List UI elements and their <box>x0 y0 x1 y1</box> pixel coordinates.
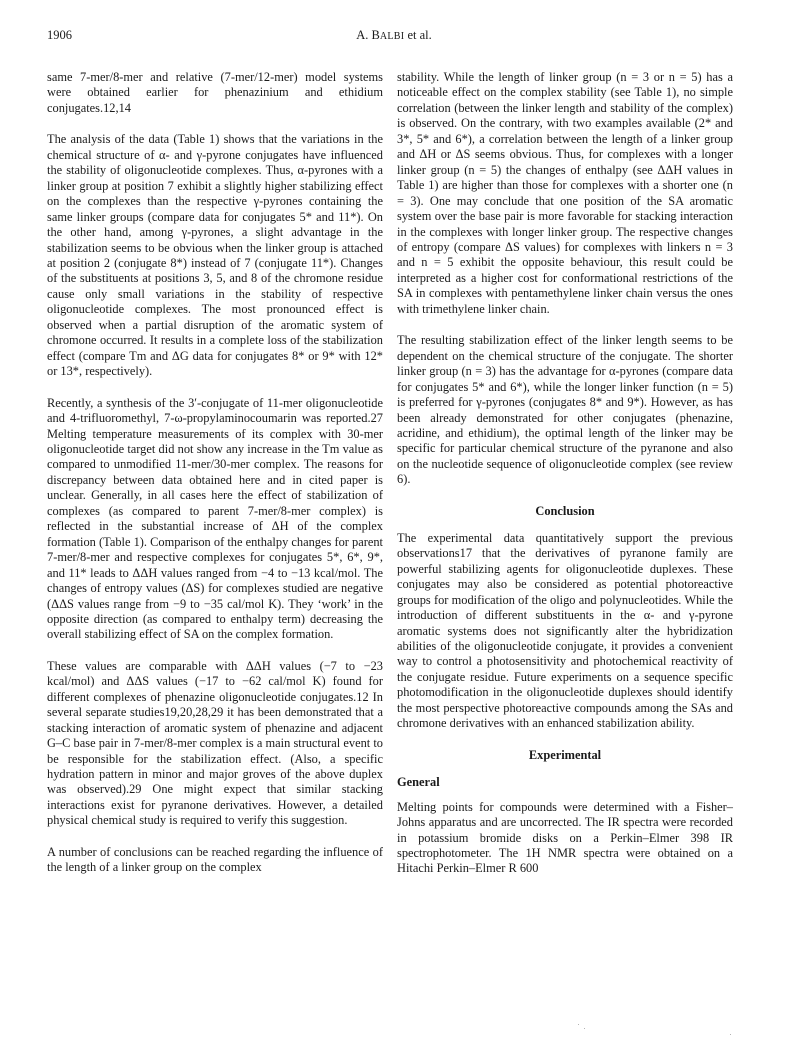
left-paragraph-4: These values are comparable with ΔΔH values (−7 to −23 kcal/mol) and ΔΔS values (−17 to −62 cal/mol K) found for different complexes of phenazine oligonucleotide conjugates.12 In several separate studies19,20,28,29 it has been demonstrated that a stacking interaction of aromatic system of phenazine and adjacent G–C base pair in 7-mer/8-mer complex is a main structural event to be responsible for the stabilization effect. (Also, a specific hydration pattern in minor and major groves of the above duplex was observed).29 One might expect that similar stacking interactions exist for pyranone derivatives. However, a detailed physical chemical study is required to verify this suggestion. <box>47 658 383 828</box>
page-number: 1906 <box>47 28 72 42</box>
general-paragraph: Melting points for compounds were determined with a Fisher–Johns apparatus and are uncorrected. The IR spectra were recorded in potassium bromide disks on a Perkin–Elmer 398 IR spectrophotometer. The 1H NMR spectra were obtained on a Hitachi Perkin–Elmer R 600 <box>397 799 733 876</box>
conclusion-paragraph: The experimental data quantitatively support the previous observations17 that the derivatives of pyranone family are powerful stabilizing agents for oligonucleotide duplexes. These conjugates may also be considered as potential photoreactive groups for modification of the oligo and polynucleotides. While the introduction of different substituents in the α- and γ-pyrone aromatic systems does not significantly alter the hybridization abilities of the oligonucleotide conjugate, it provides a convenient way to control a photosensitivity and photochemical reactivity of the conjugate residue. Future experiments on a sequence specific photomodification in the oligonucleotide duplexes should identify the most perspective photoreactive compounds among the SAs and chromone derivatives with an enhanced stabilization ability. <box>397 530 733 731</box>
general-subheading: General <box>397 774 440 789</box>
running-head-author-initial: A. B <box>356 28 380 42</box>
left-column <box>47 70 383 876</box>
left-paragraph-3: Recently, a synthesis of the 3′-conjugate of 11-mer oligonucleotide and 4-trifluoromethyl, 7-ω-propylaminocoumarin was reported.27 Melting temperature measurements of its complex with 30-mer oligonucleotide target did not show any increase in the Tm value as compared to unmodified 11-mer/30-mer complex. The reasons for discrepancy between data obtained here and in cited paper is unclear. Generally, in all cases here the effect of stabilization of complexes (as compared to parent 7-mer/8-mer complex) is reflected in the substantial increase of ΔH of the complex formation (Table 1). Comparison of the enthalpy changes for parent 7-mer/8-mer and respective complexes for conjugates 5*, 6*, 9*, and 11* leads to ΔΔH values ranged from −4 to −13 kcal/mol. The changes of entropy values (ΔS) for complexes studied are negative (ΔΔS values range from −9 to −35 cal/mol K). They ‘work’ in the opposite direction (as compared to enthalpy term) decreasing the overall stabilizing effect of SA on the complex formation. <box>47 395 383 642</box>
running-head-author-name: ALBI <box>379 31 405 42</box>
running-head-et-al: et al. <box>404 28 432 42</box>
experimental-heading: Experimental <box>528 747 602 762</box>
conclusion-heading: Conclusion <box>535 503 595 518</box>
page-header <box>47 27 741 43</box>
left-paragraph-1: same 7-mer/8-mer and relative (7-mer/12-mer) model systems were obtained earlier for phenazinium and ethidium conjugates.12,14 <box>47 70 383 115</box>
right-paragraph-2: The resulting stabilization effect of the linker length seems to be dependent on the chemical structure of the conjugate. The shorter linker group (n = 3) has the advantage for α-pyrones (compare data for conjugates 5* and 6*), while the longer linker function (n = 5) is preferred for γ-pyrones (conjugates 8* and 9*). However, as has been already demonstrated for other conjugates (phenazine, acridine, and ethidium), the optimal length of the linker may be specific for particular chemical structure of the pyranone and also on the nucleotide sequence of oligonucleotide complex (see review 6). <box>397 333 733 487</box>
right-paragraph-1: stability. While the length of linker group (n = 3 or n = 5) has a noticeable effect on the complex stability (see Table 1), no simple correlation (between the linker length and stability of the complex) is observed. On the contrary, with two examples available (2* and 3*, 5* and 6*), a correlation between the length of a linker group and ΔH or ΔS seems obvious. Thus, for complexes with a longer linker group (n = 5) the changes of enthalpy (see ΔΔH values in Table 1) are higher than those for complexes with a shorter one (n = 3). One may conclude that one position of the SA aromatic system over the base pair is more favorable for stacking interaction in the complexes with longer linker group. The respective changes of entropy (compare ΔS values) for complexes with linkers n = 3 and n = 5 exhibit the opposite behaviour, this result could be interpreted as a higher cost for conformational restrictions of the SA in complexes with pentamethylene linker chain versus the ones with trimethylene linker chain. <box>397 70 733 316</box>
left-paragraph-2: The analysis of the data (Table 1) shows that the variations in the chemical structure of α- and γ-pyrone conjugates have influenced the stability of oligonucleotide complexes. Thus, α-pyrones with a linker group at position 7 exhibit a slightly higher stabilizing effect on the complexes than the respective γ-pyrones containing the same linker groups (compare data for conjugates 5* and 11*). On the other hand, among γ-pyrones, a slight advantage in the stabilization seems to be obvious when the linker group is attached at position 2 (conjugate 8*) instead of 7 (conjugate 11*). Changes of the substituents at positions 3, 5, and 8 of the chromone residue cause only small variations in the stability of respective oligonucleotide complexes. The most pronounced effect is observed when a partial disruption of the aromatic system of chromone occurred. It results in a complete loss of the stabilization effect (compare Tm and ΔG data for conjugates 8* or 9* with 12* or 13*, respectively). <box>47 132 383 379</box>
left-paragraph-5: A number of conclusions can be reached regarding the influence of the length of a linker group on the complex <box>47 844 383 875</box>
scan-specks <box>540 1020 760 1040</box>
running-head <box>47 27 741 45</box>
right-column <box>397 70 733 877</box>
